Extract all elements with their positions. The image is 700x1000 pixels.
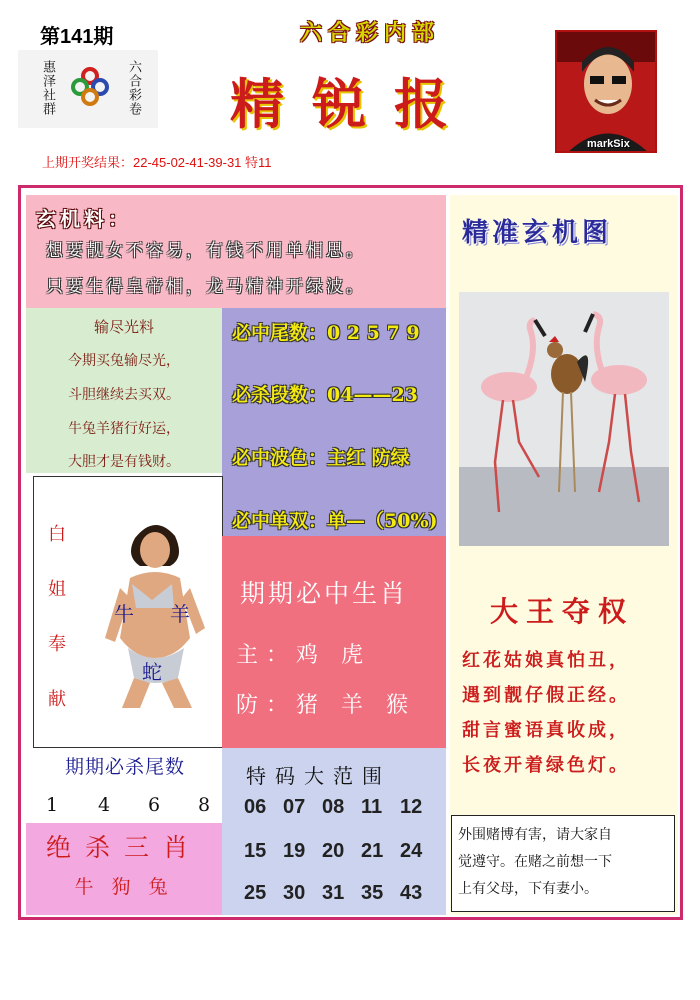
portrait-image bbox=[555, 30, 657, 153]
girl-label-char: 奉 bbox=[48, 634, 66, 655]
gambling-warning bbox=[451, 815, 675, 912]
portrait-badge: markSix bbox=[587, 138, 630, 150]
poem-line: 大胆才是有钱财。 bbox=[68, 454, 180, 470]
warning-line: 上有父母，下有妻小。 bbox=[458, 881, 598, 897]
poem-line: 牛兔羊猪行好运， bbox=[68, 421, 180, 437]
special-range-number: 20 bbox=[322, 840, 345, 862]
special-range-number: 15 bbox=[244, 840, 267, 862]
page-title: 精锐报 bbox=[230, 72, 476, 136]
mystery-picture bbox=[459, 292, 669, 546]
special-range-number: 25 bbox=[244, 882, 267, 904]
special-range-number: 07 bbox=[283, 796, 306, 818]
special-range-number: 21 bbox=[361, 840, 384, 862]
poem-line: 斗胆继续去买双。 bbox=[68, 387, 180, 403]
poem-line: 今期买兔输尽光， bbox=[68, 353, 180, 369]
clover-logo-icon bbox=[70, 66, 110, 106]
mystery-line: 只要生得皇帝相，龙马精神开绿波。 bbox=[46, 277, 366, 297]
kill-three-names: 牛 狗 兔 bbox=[74, 876, 174, 898]
special-range-number: 31 bbox=[322, 882, 345, 904]
special-range-number: 19 bbox=[283, 840, 306, 862]
special-range-number: 06 bbox=[244, 796, 267, 818]
must-kill-range: 必杀段数：04——23 bbox=[232, 384, 418, 406]
special-range-number: 30 bbox=[283, 882, 306, 904]
must-wave-color: 必中波色：主红 防绿 bbox=[232, 447, 410, 469]
poem-title: 输尽光料 bbox=[93, 318, 154, 336]
special-range-number: 43 bbox=[400, 882, 423, 904]
publisher-logo bbox=[18, 50, 158, 128]
zodiac-main: 主：鸡 虎 bbox=[236, 643, 371, 668]
king-line: 遇到靓仔假正经。 bbox=[462, 685, 630, 706]
girl-label-char: 白 bbox=[48, 524, 66, 545]
king-line: 长夜开着绿色灯。 bbox=[462, 755, 630, 776]
must-odd-even: 必中单双：单—（50%) bbox=[232, 510, 438, 532]
must-tail-numbers: 必中尾数：0 2 5 7 9 bbox=[232, 322, 420, 344]
warning-line: 外围赌博有害，请大家自 bbox=[458, 827, 612, 843]
tail-kill-title: 期期必杀尾数 bbox=[64, 756, 185, 778]
zodiac-title: 期期必中生肖 bbox=[240, 579, 409, 608]
warning-line: 觉遵守。在赌之前想一下 bbox=[458, 854, 612, 870]
tail-kill-number: 8 bbox=[198, 794, 211, 816]
issue-number: 第141期 bbox=[40, 26, 114, 48]
girl-tag: 蛇 bbox=[142, 660, 162, 684]
mystery-picture-title: 精准玄机图 bbox=[462, 218, 613, 248]
zodiac-guard: 防：猪 羊 猴 bbox=[236, 693, 416, 718]
king-title: 大王夺权 bbox=[490, 595, 635, 628]
king-line: 甜言蜜语真收成， bbox=[462, 720, 630, 741]
special-range-number: 12 bbox=[400, 796, 423, 818]
flamingos-rooster-icon bbox=[459, 292, 669, 546]
kill-three-title: 绝杀三肖 bbox=[45, 833, 202, 862]
special-range-title: 特码大范围 bbox=[246, 764, 391, 788]
special-range-number: 35 bbox=[361, 882, 384, 904]
mystery-title: 玄机料： bbox=[36, 207, 132, 231]
previous-result: 上期开奖结果：22-45-02-41-39-31 特11 bbox=[42, 155, 272, 170]
mystery-line: 想要靓女不容易，有钱不用单相思。 bbox=[46, 241, 366, 261]
portrait-figure-icon bbox=[557, 32, 657, 153]
logo-left-text: 惠泽社群 bbox=[40, 60, 55, 116]
girl-tag: 羊 bbox=[170, 602, 190, 626]
subtitle: 六合彩内部 bbox=[300, 20, 441, 46]
tail-kill-number: 1 bbox=[46, 794, 59, 816]
tail-kill-number: 6 bbox=[148, 794, 161, 816]
special-range-number: 08 bbox=[322, 796, 345, 818]
girl-label-char: 姐 bbox=[48, 579, 66, 600]
logo-right-text: 六合彩卷 bbox=[126, 60, 141, 116]
girl-tag: 牛 bbox=[114, 602, 134, 626]
king-line: 红花姑娘真怕丑， bbox=[462, 650, 630, 671]
special-range-number: 11 bbox=[361, 796, 383, 818]
tail-kill-number: 4 bbox=[98, 794, 111, 816]
girl-label-char: 献 bbox=[48, 689, 66, 710]
special-range-number: 24 bbox=[400, 840, 423, 862]
